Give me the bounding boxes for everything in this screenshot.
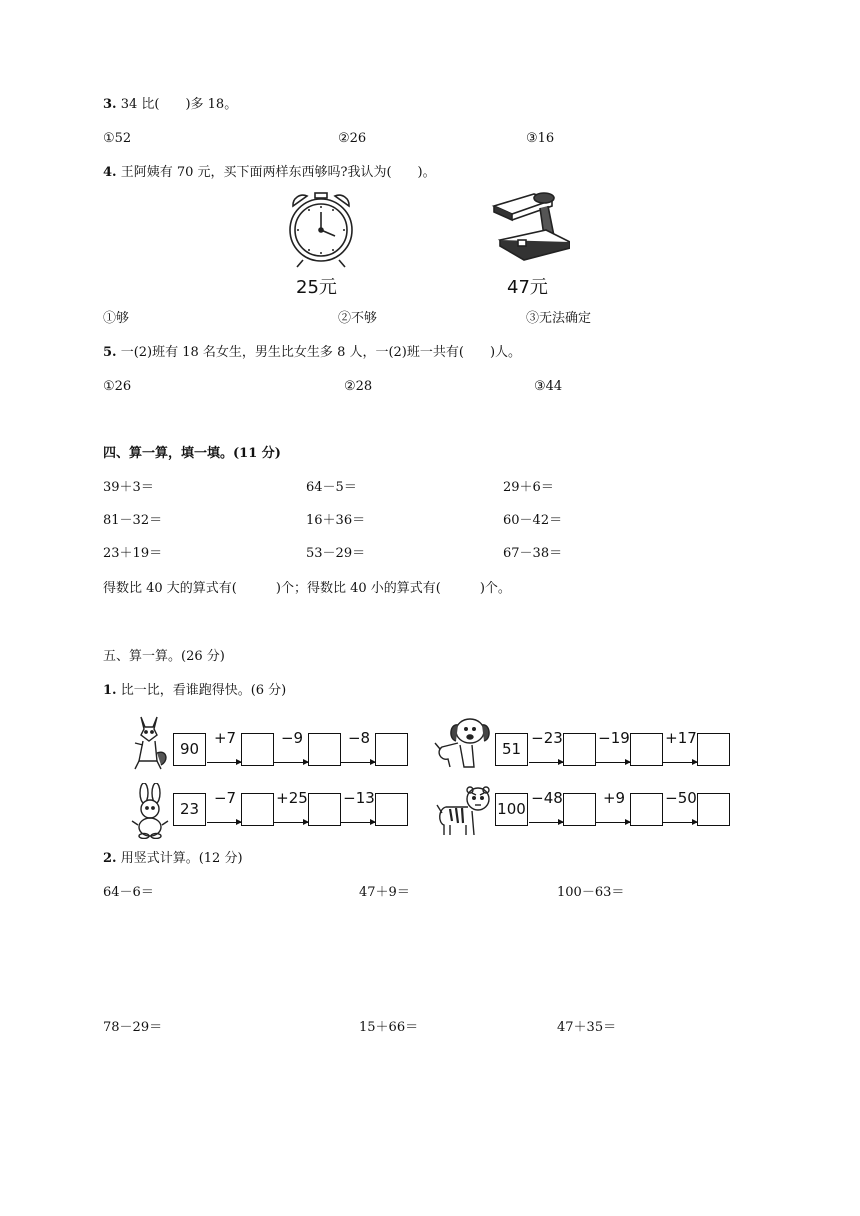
- dog-icon: [434, 715, 494, 771]
- chain-fox: [173, 729, 413, 767]
- part-number: 1.: [103, 683, 117, 698]
- operation: −48: [531, 789, 563, 807]
- equation: 100－63＝: [557, 885, 625, 900]
- option-3[interactable]: ③16: [526, 131, 555, 146]
- operation: −8: [347, 729, 371, 747]
- arrow: [207, 822, 241, 823]
- arrow: [529, 822, 563, 823]
- question-3: [103, 97, 237, 113]
- option-3[interactable]: ③44: [534, 379, 563, 394]
- start-box: 100: [495, 793, 528, 826]
- option-2[interactable]: ②不够: [338, 311, 378, 326]
- operation: −23: [531, 729, 563, 747]
- operation: −19: [598, 729, 630, 747]
- question-4: [103, 165, 436, 181]
- arrow: [274, 822, 308, 823]
- rabbit-icon: [128, 783, 172, 839]
- question-text: 王阿姨有 70 元，买下面两样东西够吗?我认为( )。: [116, 165, 436, 180]
- equation: 64－6＝: [103, 885, 154, 900]
- question-number: 5.: [103, 345, 117, 360]
- arrow: [663, 822, 697, 823]
- option-1[interactable]: ①52: [103, 131, 132, 146]
- question-number: 3.: [103, 97, 117, 112]
- equation: 67－38＝: [503, 546, 563, 561]
- equation: 64－5＝: [306, 480, 357, 495]
- equation: 15＋66＝: [359, 1020, 419, 1035]
- equation: 60－42＝: [503, 513, 563, 528]
- equation: 23＋19＝: [103, 546, 163, 561]
- part-2-title: [103, 851, 243, 867]
- option-1[interactable]: ①26: [103, 379, 132, 394]
- start-box: 51: [495, 733, 528, 766]
- alarm-clock-icon: [285, 190, 357, 268]
- arrow: [596, 762, 630, 763]
- chain-tiger: [495, 789, 735, 827]
- question-5: [103, 345, 521, 361]
- equation: 78－29＝: [103, 1020, 163, 1035]
- chain-rabbit: [173, 789, 413, 827]
- fox-icon: [127, 713, 171, 771]
- equation: 47＋35＝: [557, 1020, 617, 1035]
- option-3[interactable]: ③无法确定: [526, 311, 592, 326]
- part-1-title: [103, 683, 286, 699]
- lamp-price: 47元: [507, 277, 548, 298]
- arrow: [341, 762, 375, 763]
- arrow: [596, 822, 630, 823]
- operation: +9: [602, 789, 626, 807]
- question-text: 一(2)班有 18 名女生，男生比女生多 8 人，一(2)班一共有( )人。: [116, 345, 522, 360]
- arrow: [529, 762, 563, 763]
- clock-price: 25元: [296, 277, 337, 298]
- question-text: 34 比( )多 18。: [116, 97, 238, 112]
- answer-box[interactable]: [563, 733, 596, 766]
- section-5-title: 五、算一算。(26 分): [103, 649, 225, 664]
- part-text: 用竖式计算。(12 分): [116, 851, 243, 866]
- arrow: [207, 762, 241, 763]
- option-1[interactable]: ①够: [103, 311, 130, 326]
- answer-box[interactable]: [375, 733, 408, 766]
- option-2[interactable]: ②26: [338, 131, 367, 146]
- answer-box[interactable]: [308, 793, 341, 826]
- part-text: 比一比，看谁跑得快。(6 分): [116, 683, 287, 698]
- operation: −13: [343, 789, 375, 807]
- equation: 16＋36＝: [306, 513, 366, 528]
- tiger-icon: [436, 785, 496, 837]
- answer-box[interactable]: [563, 793, 596, 826]
- section-4-title: 四、算一算，填一填。(11 分): [103, 446, 281, 461]
- equation: 47＋9＝: [359, 885, 410, 900]
- section-4-summary: 得数比 40 大的算式有( )个；得数比 40 小的算式有( )个。: [103, 581, 511, 596]
- operation: −50: [665, 789, 697, 807]
- answer-box[interactable]: [241, 793, 274, 826]
- operation: −7: [213, 789, 237, 807]
- part-number: 2.: [103, 851, 117, 866]
- answer-box[interactable]: [630, 793, 663, 826]
- operation: +25: [276, 789, 308, 807]
- answer-box[interactable]: [308, 733, 341, 766]
- question-number: 4.: [103, 165, 117, 180]
- operation: −9: [280, 729, 304, 747]
- operation: +7: [213, 729, 237, 747]
- option-2[interactable]: ②28: [344, 379, 373, 394]
- equation: 29＋6＝: [503, 480, 554, 495]
- start-box: 23: [173, 793, 206, 826]
- answer-box[interactable]: [630, 733, 663, 766]
- start-box: 90: [173, 733, 206, 766]
- equation: 81－32＝: [103, 513, 163, 528]
- answer-box[interactable]: [241, 733, 274, 766]
- equation: 39＋3＝: [103, 480, 154, 495]
- desk-lamp-icon: [490, 190, 570, 262]
- operation: +17: [665, 729, 697, 747]
- answer-box[interactable]: [697, 733, 730, 766]
- arrow: [274, 762, 308, 763]
- answer-box[interactable]: [697, 793, 730, 826]
- answer-box[interactable]: [375, 793, 408, 826]
- equation: 53－29＝: [306, 546, 366, 561]
- arrow: [663, 762, 697, 763]
- chain-dog: [495, 729, 735, 767]
- arrow: [341, 822, 375, 823]
